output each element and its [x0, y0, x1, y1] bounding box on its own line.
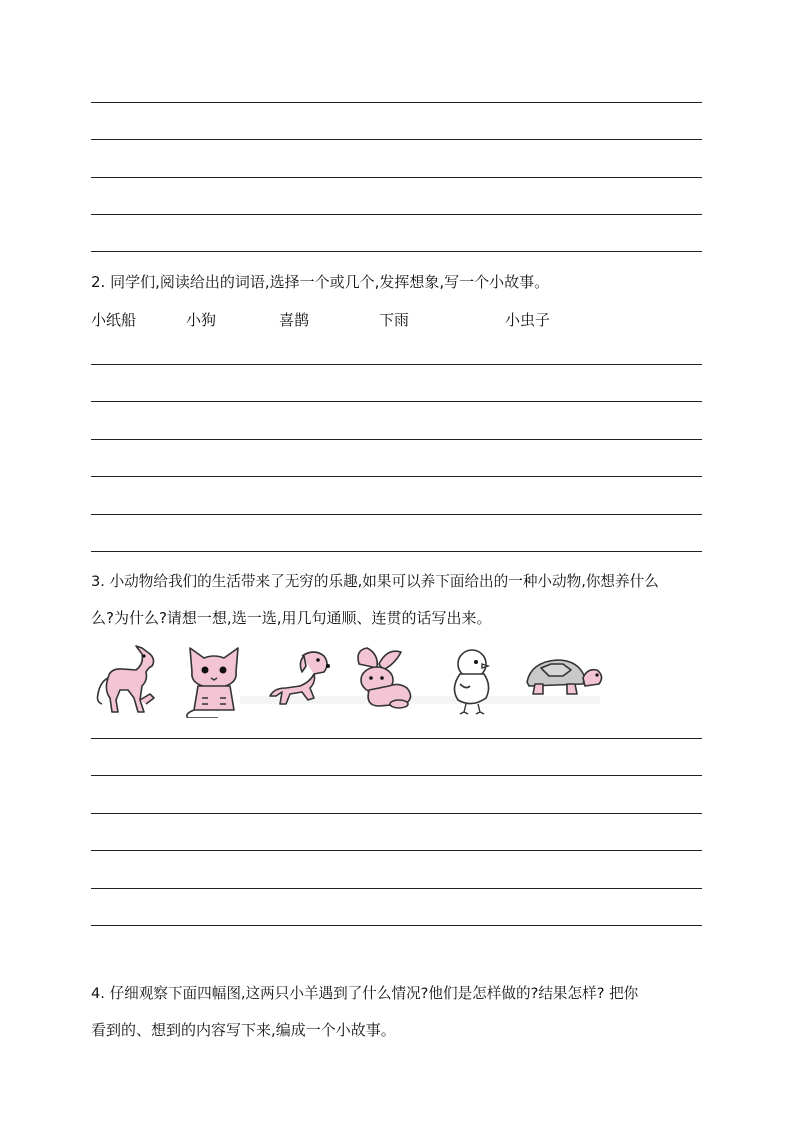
- question-3-prompt-line2: 么?为什么?请想一想,选一选,用几句通顺、连贯的话写出来。: [91, 609, 492, 627]
- writing-line[interactable]: [91, 738, 702, 739]
- writing-line[interactable]: [91, 139, 702, 140]
- writing-line[interactable]: [91, 439, 702, 440]
- writing-line[interactable]: [91, 102, 702, 103]
- writing-line[interactable]: [91, 813, 702, 814]
- horse-icon: [92, 642, 164, 718]
- word-option: 小虫子: [505, 311, 551, 329]
- writing-line[interactable]: [91, 888, 702, 889]
- turtle-icon: [521, 642, 607, 718]
- writing-line[interactable]: [91, 551, 702, 552]
- word-option: 喜鹊: [279, 311, 310, 329]
- writing-line[interactable]: [91, 850, 702, 851]
- writing-line[interactable]: [91, 364, 702, 365]
- cat-icon: [178, 642, 250, 718]
- question-4-prompt-line2: 看到的、想到的内容写下来,编成一个小故事。: [91, 1021, 396, 1039]
- writing-line[interactable]: [91, 476, 702, 477]
- word-option: 下雨: [379, 311, 410, 329]
- question-2-prompt: 2. 同学们,阅读给出的词语,选择一个或几个,发挥想象,写一个小故事。: [91, 273, 550, 291]
- word-option: 小狗: [186, 311, 217, 329]
- writing-line[interactable]: [91, 925, 702, 926]
- puppy-icon: [264, 642, 336, 718]
- writing-line[interactable]: [91, 214, 702, 215]
- word-option: 小纸船: [91, 311, 137, 329]
- writing-line[interactable]: [91, 177, 702, 178]
- writing-line[interactable]: [91, 514, 702, 515]
- writing-line[interactable]: [91, 775, 702, 776]
- question-3-prompt-line1: 3. 小动物给我们的生活带来了无穷的乐趣,如果可以养下面给出的一种小动物,你想养什么: [91, 573, 659, 590]
- writing-line[interactable]: [91, 251, 702, 252]
- question-4-prompt-line1: 4. 仔细观察下面四幅图,这两只小羊遇到了什么情况?他们是怎样做的?结果怎样? 把你: [91, 985, 639, 1002]
- rabbit-icon: [349, 642, 421, 718]
- writing-line[interactable]: [91, 401, 702, 402]
- chick-icon: [436, 642, 508, 718]
